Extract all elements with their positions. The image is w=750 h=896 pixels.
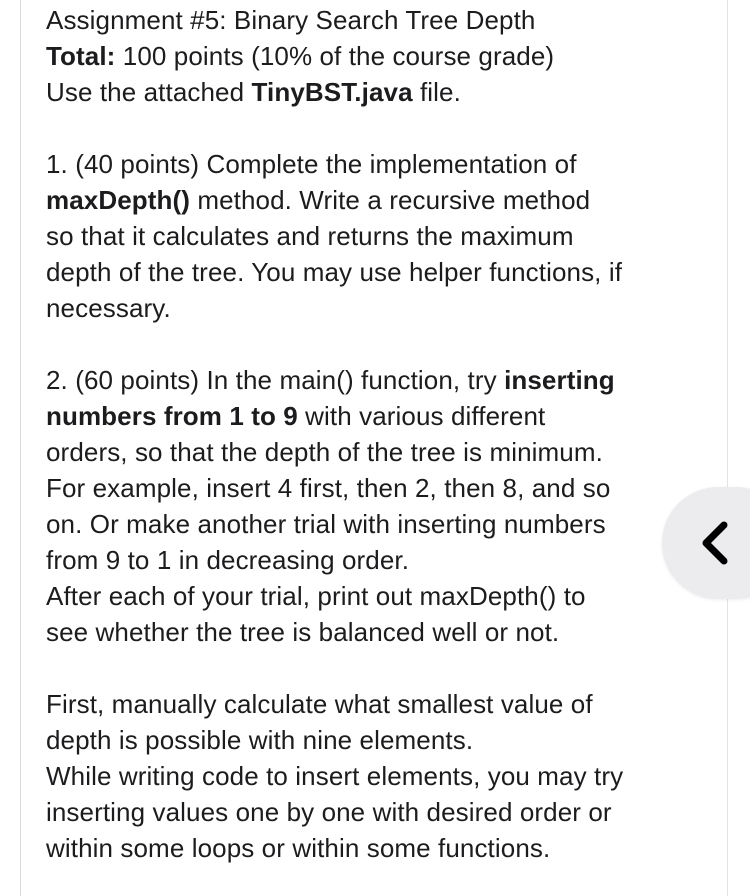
task2-line8: see whether the tree is balanced well or not. xyxy=(46,617,560,647)
paragraph-gap xyxy=(46,326,706,362)
right-divider xyxy=(727,0,728,896)
task2-line6: from 9 to 1 in decreasing order. xyxy=(46,545,410,575)
task2-line1 xyxy=(46,362,706,398)
task1-line4: depth of the tree. You may use helper functions, if xyxy=(46,257,623,287)
task2-line2-bold: numbers from 1 to 9 xyxy=(46,401,298,431)
notes-line1: First, manually calculate what smallest value of xyxy=(46,689,593,719)
task2-line7: After each of your trial, print out maxDepth() to xyxy=(46,581,586,611)
task1-line1: 1. (40 points) Complete the implementation of xyxy=(46,149,577,179)
notes-line4: inserting values one by one with desired order or xyxy=(46,797,612,827)
task2-line2-rest: with various different xyxy=(297,401,546,431)
task2-line1-bold: inserting xyxy=(504,365,615,395)
task1-line3: so that it calculates and returns the maximum xyxy=(46,221,574,251)
notes-line2: depth is possible with nine elements. xyxy=(46,725,474,755)
task1-line2 xyxy=(46,182,706,218)
attached-file-suffix: file. xyxy=(412,77,461,107)
file-name: TinyBST.java xyxy=(251,77,413,107)
total-label: Total: xyxy=(46,41,116,71)
method-name: maxDepth() xyxy=(46,185,191,215)
notes-line5: within some loops or within some functions. xyxy=(46,833,551,863)
task2-line1-prefix: 2. (60 points) In the main() function, try xyxy=(46,365,505,395)
notes-line3: While writing code to insert elements, you may try xyxy=(46,761,624,791)
attached-file-prefix: Use the attached xyxy=(46,77,252,107)
task1-line2-rest: method. Write a recursive method xyxy=(190,185,591,215)
task2-line4: For example, insert 4 first, then 2, then 8, and so xyxy=(46,473,611,503)
assignment-title: Assignment #5: Binary Search Tree Depth xyxy=(46,5,536,35)
chevron-left-icon xyxy=(694,519,738,567)
task2-line2 xyxy=(46,398,706,434)
left-divider xyxy=(20,0,21,896)
task2-line3: orders, so that the depth of the tree is minimum. xyxy=(46,437,603,467)
assignment-text xyxy=(46,2,706,866)
paragraph-gap xyxy=(46,650,706,686)
task2-line5: on. Or make another trial with inserting numbers xyxy=(46,509,606,539)
paragraph-gap xyxy=(46,110,706,146)
attached-file-line xyxy=(46,74,706,110)
total-points-line xyxy=(46,38,706,74)
task1-line5: necessary. xyxy=(46,293,171,323)
total-value: 100 points (10% of the course grade) xyxy=(115,41,555,71)
